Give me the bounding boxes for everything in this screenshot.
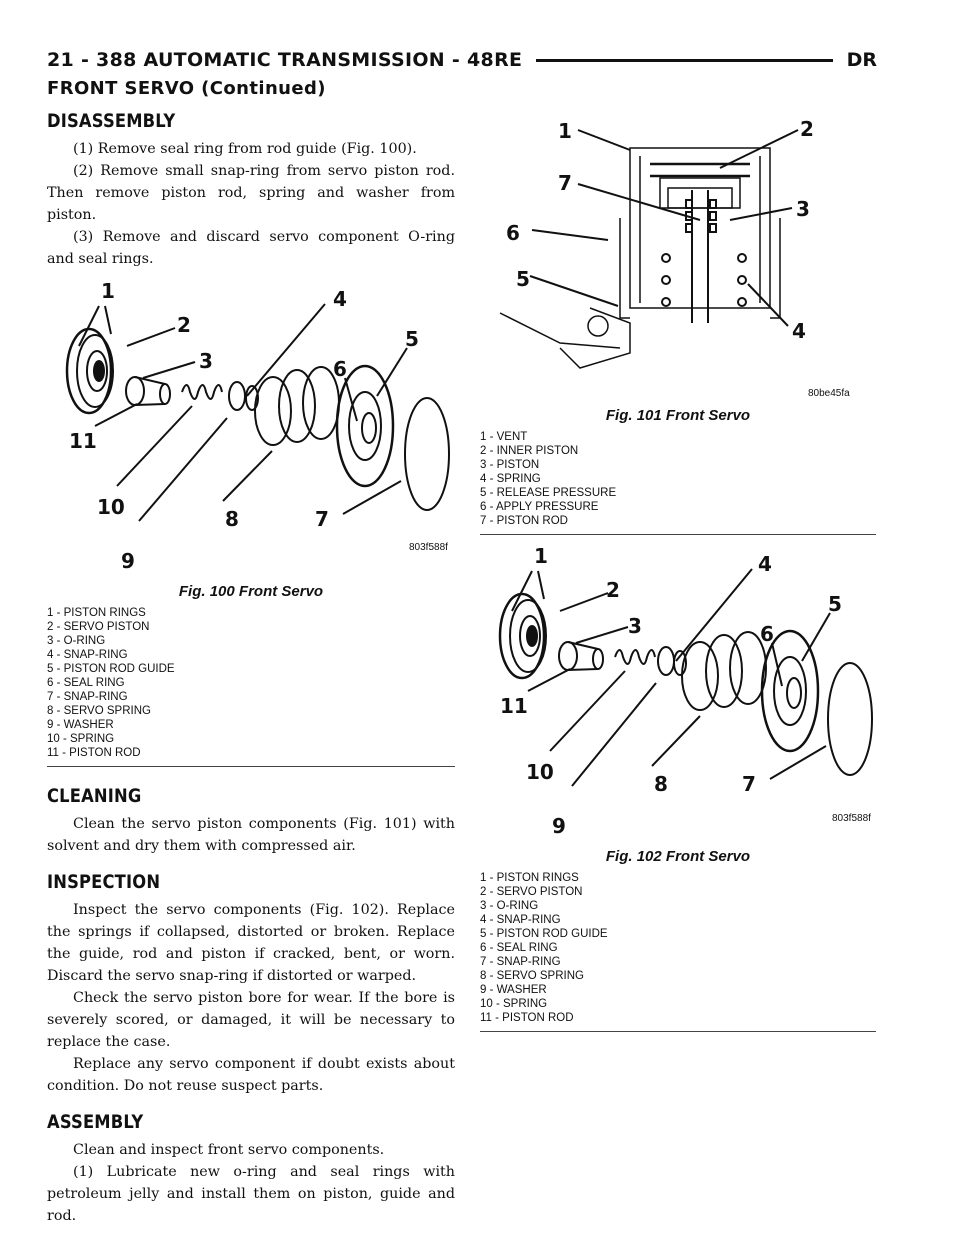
fig102-callout-9: 9 xyxy=(552,814,566,838)
fig102-legend xyxy=(480,871,876,1025)
fig102-callout-8: 8 xyxy=(654,772,668,796)
assembly-paragraph-2: (1) Lubricate new o-ring and seal rings with petroleum jelly and install them on piston, guide and rod. xyxy=(47,1164,455,1224)
fig100-legend-item: 6 - SEAL RING xyxy=(47,677,125,689)
fig102-legend-item: 4 - SNAP-RING xyxy=(480,914,561,926)
fig102-legend-item: 3 - O-RING xyxy=(480,900,539,912)
header-rule xyxy=(536,59,832,62)
fig100-callout-8: 8 xyxy=(225,507,239,531)
fig102-title: Fig. 102 Front Servo xyxy=(605,848,751,865)
fig100-legend xyxy=(47,606,455,760)
page-header xyxy=(47,48,877,72)
fig102-exploded-diagram xyxy=(480,541,876,841)
fig101-legend-item: 5 - RELEASE PRESSURE xyxy=(480,487,617,499)
fig101-legend-item: 6 - APPLY PRESSURE xyxy=(480,501,599,513)
fig102-legend-item: 11 - PISTON ROD xyxy=(480,1012,574,1024)
fig102-legend-item: 6 - SEAL RING xyxy=(480,942,558,954)
disassembly-step-3: (3) Remove and discard servo component O-ring and seal rings. xyxy=(47,229,455,267)
cleaning-heading: CLEANING xyxy=(47,785,142,807)
fig102-callout-2: 2 xyxy=(606,578,620,602)
fig101-callout-6: 6 xyxy=(506,221,520,245)
fig100-title: Fig. 100 Front Servo xyxy=(178,583,324,600)
fig100-legend-item: 11 - PISTON ROD xyxy=(47,747,141,759)
header-model-code: DR xyxy=(846,49,877,71)
fig102-legend-item: 2 - SERVO PISTON xyxy=(480,886,583,898)
assembly-heading: ASSEMBLY xyxy=(47,1111,144,1133)
fig102-legend-item: 10 - SPRING xyxy=(480,998,548,1010)
fig100-legend-item: 1 - PISTON RINGS xyxy=(47,607,146,619)
fig102-legend-item: 8 - SERVO SPRING xyxy=(480,970,584,982)
inspection-paragraph-3: Replace any servo component if doubt exists about condition. Do not reuse suspect parts. xyxy=(47,1056,455,1094)
fig102-callout-4: 4 xyxy=(758,552,772,576)
fig100-callout-1: 1 xyxy=(101,279,115,303)
fig100-callout-4: 4 xyxy=(333,287,347,311)
disassembly-heading: DISASSEMBLY xyxy=(47,110,176,132)
fig100-callout-11: 11 xyxy=(69,429,97,453)
figure-101 xyxy=(480,108,876,535)
fig101-code: 80be45fa xyxy=(808,388,850,399)
cleaning-text: Clean the servo piston components (Fig. 101) with solvent and dry them with compressed air. xyxy=(47,816,455,854)
inspection-paragraph-1: Inspect the servo components (Fig. 102). Replace the springs if collapsed, distorted or broken. Replace the guide, rod and piston if cracked, bent, or worn. Discard the servo snap-ring if distorted or warped. xyxy=(47,902,455,984)
fig101-legend-item: 1 - VENT xyxy=(480,431,528,443)
fig102-rule xyxy=(480,1031,876,1032)
fig100-callout-6: 6 xyxy=(333,357,347,381)
fig100-legend-item: 4 - SNAP-RING xyxy=(47,649,128,661)
disassembly-step-1: (1) Remove seal ring from rod guide (Fig. 100). xyxy=(73,141,417,157)
fig102-callout-1: 1 xyxy=(534,544,548,568)
fig100-legend-item: 2 - SERVO PISTON xyxy=(47,621,150,633)
fig102-legend-item: 1 - PISTON RINGS xyxy=(480,872,579,884)
figure-102 xyxy=(480,541,876,1032)
fig102-callout-6: 6 xyxy=(760,622,774,646)
fig102-callout-5: 5 xyxy=(828,592,842,616)
fig100-callout-5: 5 xyxy=(405,327,419,351)
left-column xyxy=(47,110,455,1227)
fig100-legend-item: 10 - SPRING xyxy=(47,733,115,745)
fig100-legend-item: 5 - PISTON ROD GUIDE xyxy=(47,663,175,675)
fig100-exploded-diagram xyxy=(47,276,455,576)
fig101-callout-5: 5 xyxy=(516,267,530,291)
fig100-legend-item: 8 - SERVO SPRING xyxy=(47,705,151,717)
fig100-code: 803f588f xyxy=(409,542,448,553)
inspection-paragraph-2: Check the servo piston bore for wear. If the bore is severely scored, or damaged, it will be necessary to replace the case. xyxy=(47,990,455,1050)
fig102-code: 803f588f xyxy=(832,813,871,824)
fig101-legend xyxy=(480,430,876,528)
fig101-callout-3: 3 xyxy=(796,197,810,221)
fig101-sectional-diagram xyxy=(480,108,876,400)
fig100-callout-10: 10 xyxy=(97,495,125,519)
fig100-legend-item: 9 - WASHER xyxy=(47,719,114,731)
fig101-callout-4: 4 xyxy=(792,319,806,343)
fig101-title: Fig. 101 Front Servo xyxy=(605,407,751,424)
fig100-callout-2: 2 xyxy=(177,313,191,337)
figure-100 xyxy=(47,276,455,767)
fig100-legend-item: 7 - SNAP-RING xyxy=(47,691,128,703)
fig101-callout-2: 2 xyxy=(800,117,814,141)
fig100-rule xyxy=(47,766,455,767)
inspection-heading: INSPECTION xyxy=(47,871,161,893)
fig100-callout-7: 7 xyxy=(315,507,329,531)
fig101-legend-item: 7 - PISTON ROD xyxy=(480,515,568,527)
fig102-legend-item: 5 - PISTON ROD GUIDE xyxy=(480,928,608,940)
fig101-legend-item: 3 - PISTON xyxy=(480,459,540,471)
continued-heading: FRONT SERVO (Continued) xyxy=(47,78,326,99)
fig102-callout-10: 10 xyxy=(526,760,554,784)
right-column xyxy=(480,108,876,1032)
fig101-callout-7: 7 xyxy=(558,171,572,195)
fig102-legend-item: 9 - WASHER xyxy=(480,984,547,996)
fig101-legend-item: 4 - SPRING xyxy=(480,473,541,485)
fig101-rule xyxy=(480,534,876,535)
fig101-legend-item: 2 - INNER PISTON xyxy=(480,445,579,457)
fig100-callout-9: 9 xyxy=(121,549,135,573)
fig100-callout-3: 3 xyxy=(199,349,213,373)
fig102-callout-3: 3 xyxy=(628,614,642,638)
header-section-title: 21 - 388 AUTOMATIC TRANSMISSION - 48RE xyxy=(47,49,523,71)
fig102-legend-item: 7 - SNAP-RING xyxy=(480,956,561,968)
fig102-callout-11: 11 xyxy=(500,694,528,718)
assembly-paragraph-1: Clean and inspect front servo components. xyxy=(73,1142,385,1158)
fig101-callout-1: 1 xyxy=(558,119,572,143)
fig102-callout-7: 7 xyxy=(742,772,756,796)
disassembly-step-2: (2) Remove small snap-ring from servo piston rod. Then remove piston rod, spring and washer from piston. xyxy=(47,163,455,223)
fig100-legend-item: 3 - O-RING xyxy=(47,635,106,647)
